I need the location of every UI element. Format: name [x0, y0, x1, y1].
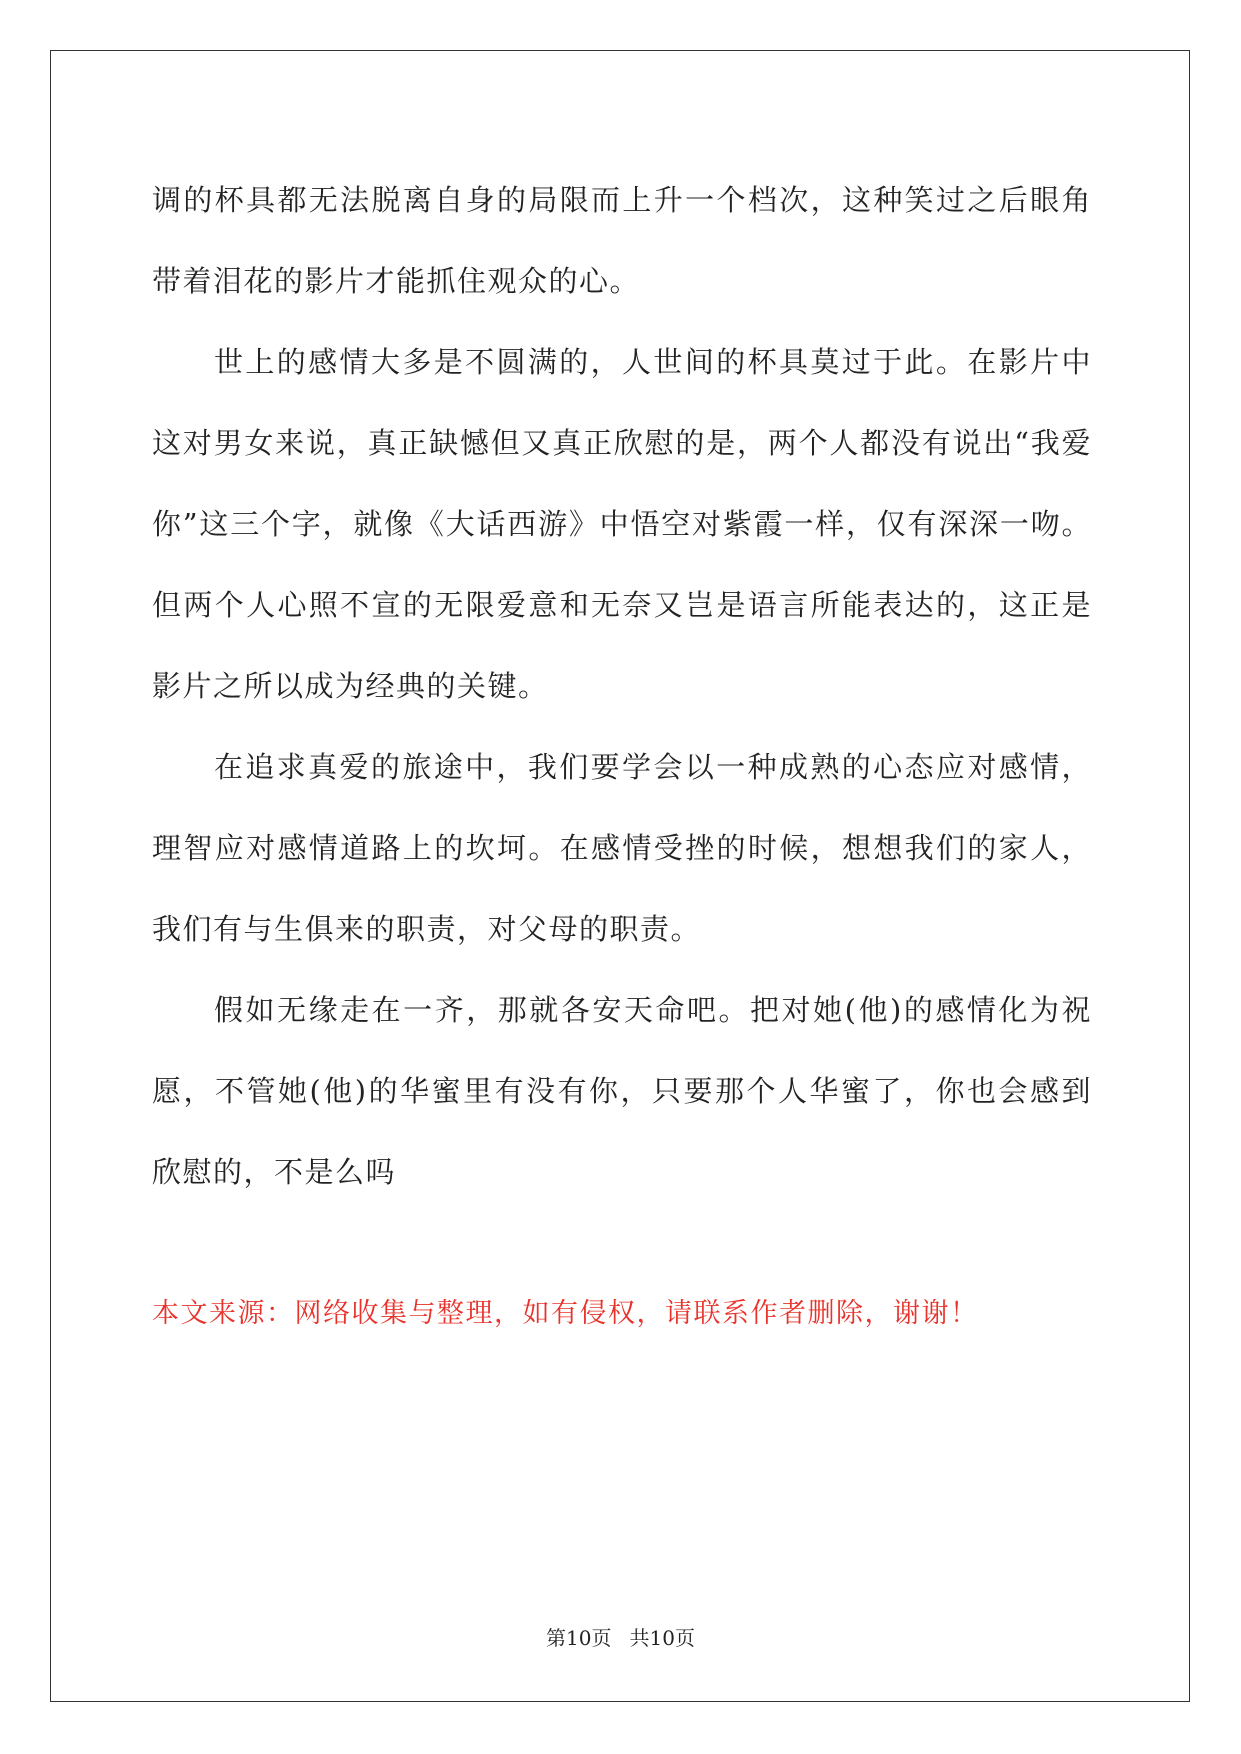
current-page-number: 第10页: [546, 1626, 612, 1650]
paragraph: 世上的感情大多是不圆满的，人世间的杯具莫过于此。在影片中这对男女来说，真正缺憾但又真正欣慰的是，两个人都没有说出“我爱你”这三个字，就像《大话西游》中悟空对紫霞一样，仅有深深一吻。但两个人心照不宣的无限爱意和无奈又岂是语言所能表达的，这正是影片之所以成为经典的关键。: [152, 345, 1092, 703]
page-footer: [0, 1624, 1241, 1652]
source-note: 本文来源：网络收集与整理，如有侵权，请联系作者删除，谢谢！: [152, 1298, 979, 1329]
document-body: [152, 160, 1092, 1213]
paragraph: 在追求真爱的旅途中，我们要学会以一种成熟的心态应对感情，理智应对感情道路上的坎坷。在感情受挫的时候，想想我们的家人，我们有与生俱来的职责，对父母的职责。: [152, 750, 1092, 946]
paragraph-continued: 调的杯具都无法脱离自身的局限而上升一个档次，这种笑过之后眼角带着泪花的影片才能抓住观众的心。: [152, 183, 1092, 298]
total-page-count: 共10页: [629, 1626, 695, 1650]
paragraph: 假如无缘走在一齐，那就各安天命吧。把对她(他)的感情化为祝愿，不管她(他)的华蜜里有没有你，只要那个人华蜜了，你也会感到欣慰的，不是么吗: [152, 993, 1092, 1189]
